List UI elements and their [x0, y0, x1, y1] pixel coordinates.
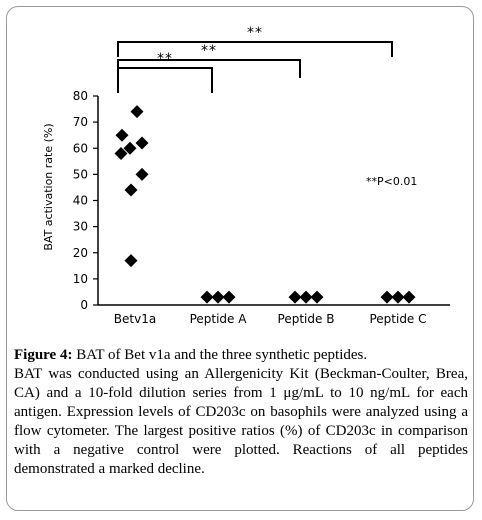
y-tick-label: 20: [72, 245, 88, 260]
significance-brackets: [118, 25, 392, 93]
y-tick-label: 80: [72, 89, 88, 103]
p-value-note: **P<0.01: [366, 175, 418, 188]
data-point: [136, 137, 149, 150]
data-point: [311, 291, 324, 304]
caption-title: BAT of Bet v1a and the three synthetic peptides.: [72, 347, 368, 363]
significance-label: **: [201, 43, 217, 59]
data-point: [136, 168, 149, 181]
y-tick-label: 40: [72, 193, 88, 208]
caption-body: BAT was conducted using an Allergenicity Kit (Beckman-Coulter, Brea, CA) and a 10-fold dilution series from 1 μg/mL to 10 ng/mL for each antigen. Expression levels of CD203c on basophils were analyzed using a flow cytometer. The largest positive ratios (%) of CD203c in comparison with a negative control were plotted. Reactions of all peptides demonstrated a marked decline.: [14, 366, 468, 477]
y-axis-label: BAT activation rate (%): [42, 123, 55, 251]
data-point: [125, 254, 138, 267]
data-point: [116, 129, 129, 142]
data-points: [115, 105, 416, 303]
caption-figure-label: Figure 4:: [14, 347, 73, 363]
x-category-label: Peptide C: [369, 312, 427, 326]
x-category-label: Peptide A: [189, 312, 247, 326]
chart-axes: [73, 89, 450, 326]
y-tick-label: 0: [80, 298, 88, 312]
data-point: [403, 291, 416, 304]
significance-bracket: [118, 68, 212, 93]
data-point: [125, 184, 138, 197]
y-tick-label: 10: [72, 271, 88, 286]
y-tick-label: 30: [72, 219, 88, 234]
y-tick-label: 60: [72, 141, 88, 156]
y-tick-label: 70: [72, 115, 88, 130]
significance-label: **: [247, 25, 263, 41]
data-point: [223, 291, 236, 304]
x-category-label: Peptide B: [277, 312, 335, 326]
y-tick-label: 50: [72, 167, 88, 182]
data-point: [131, 105, 144, 118]
x-category-label: Betv1a: [113, 312, 157, 326]
figure-caption: [14, 346, 468, 479]
significance-label: **: [157, 51, 173, 67]
